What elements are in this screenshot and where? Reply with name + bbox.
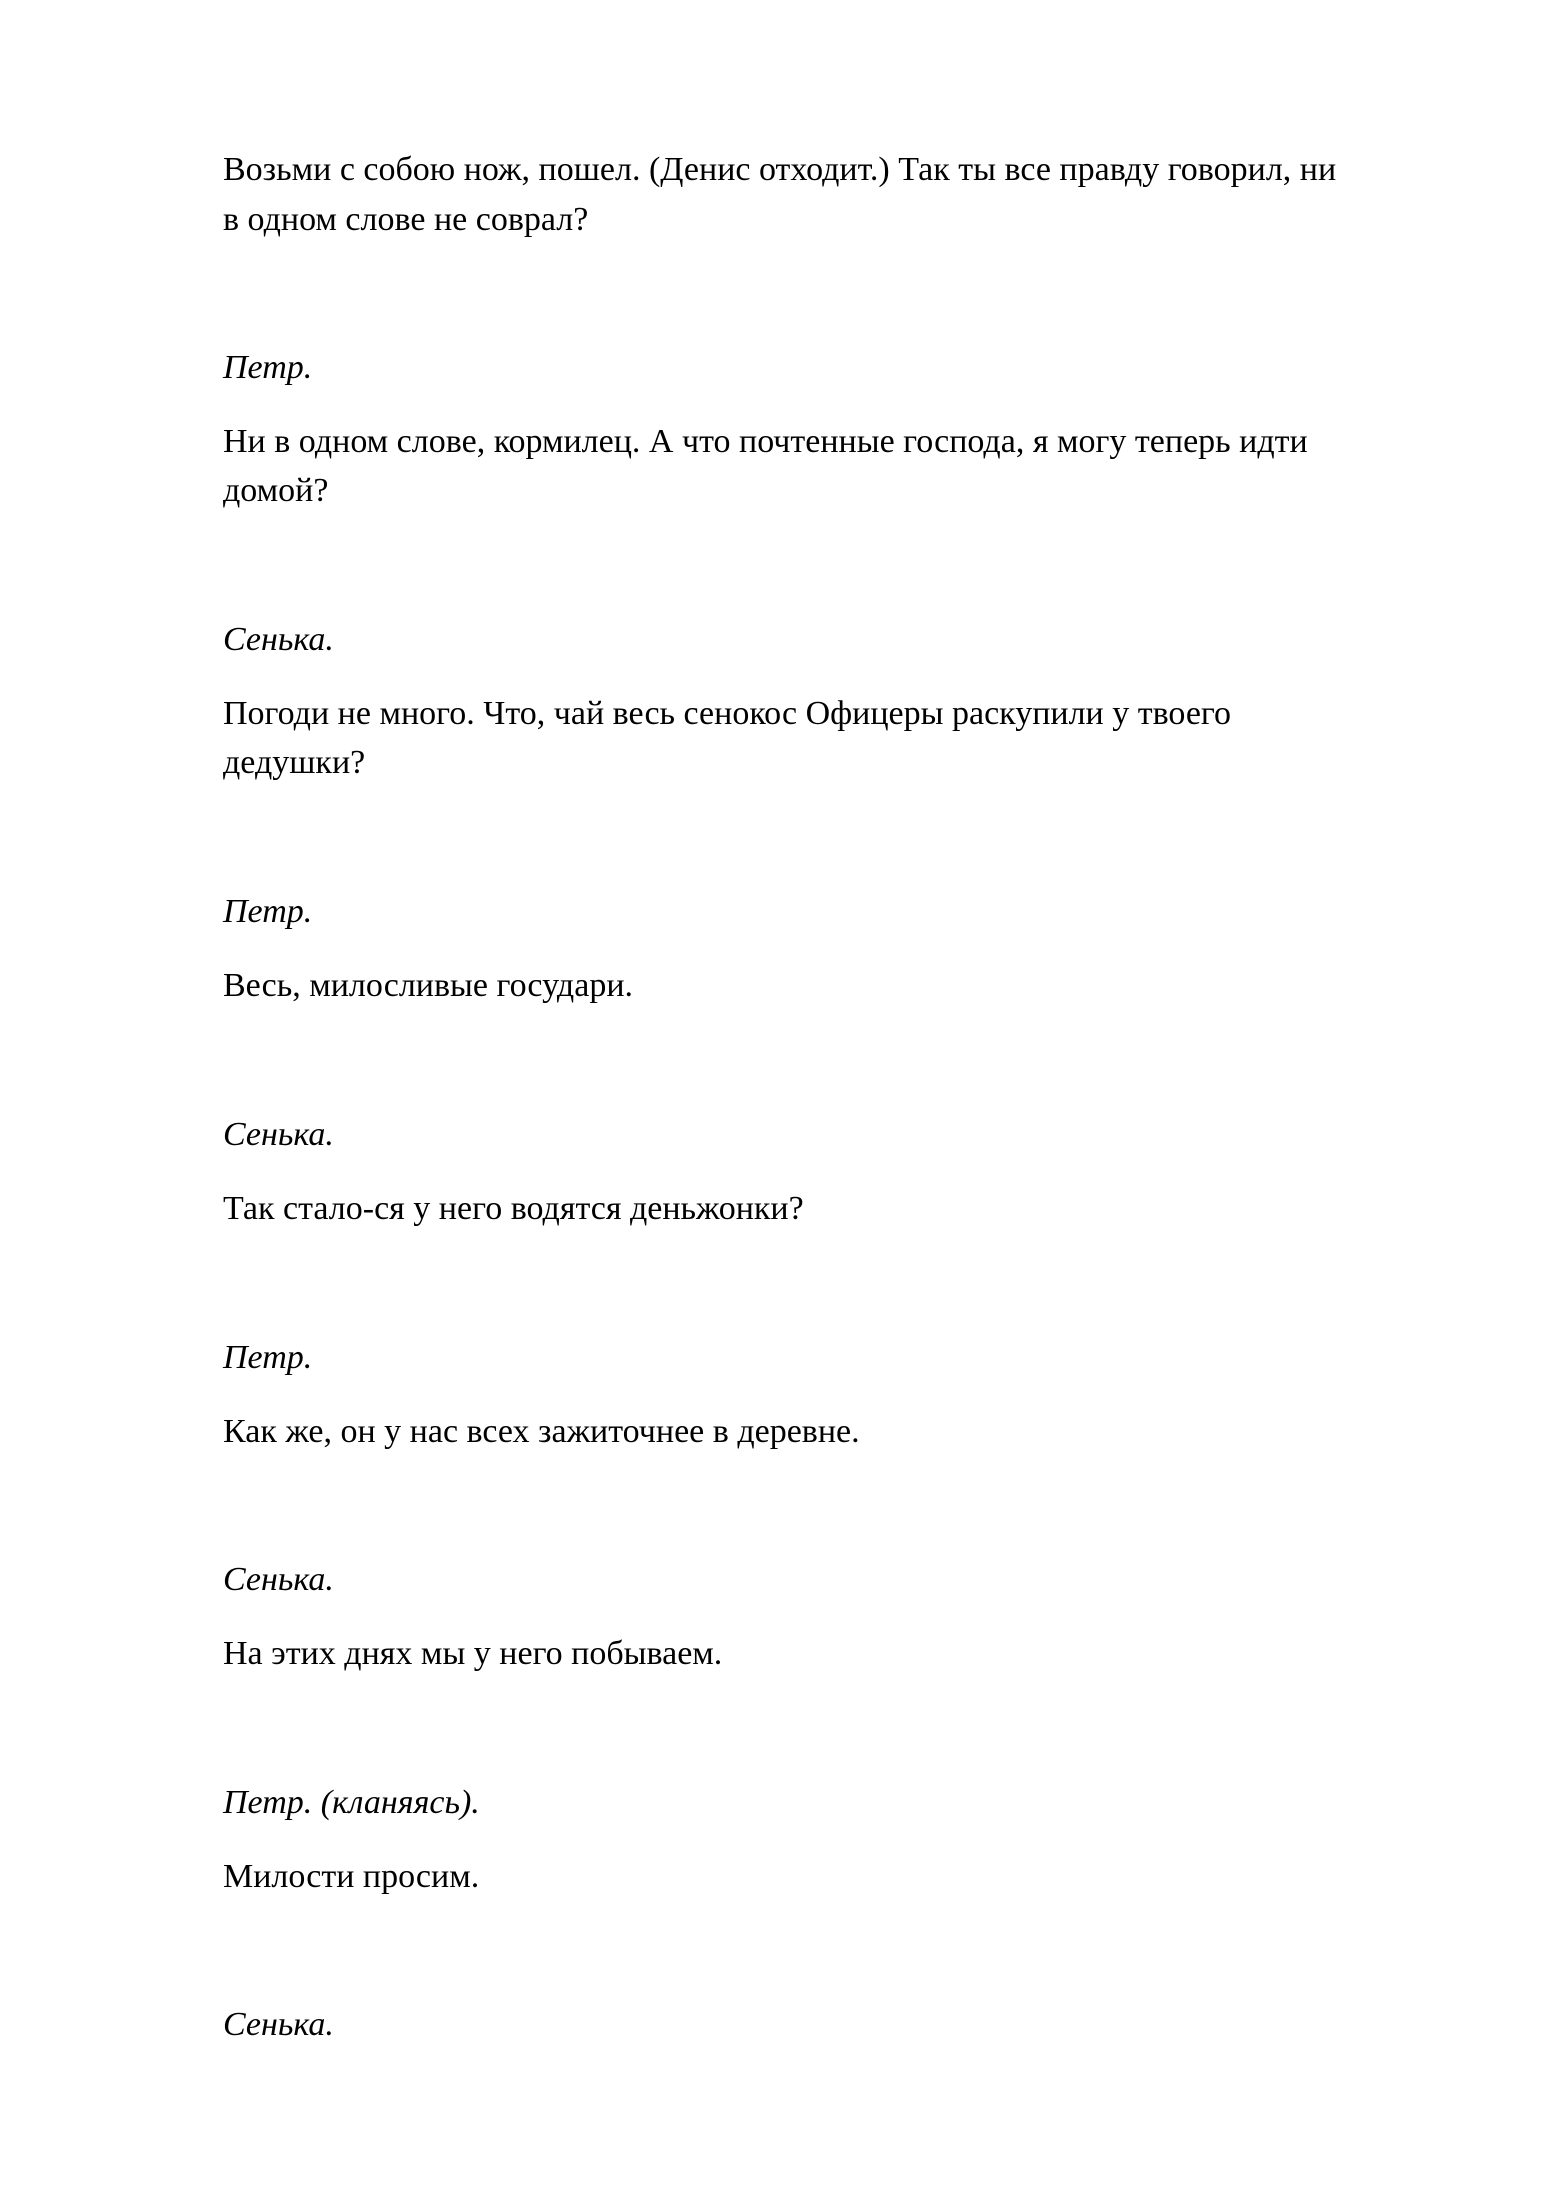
speech-line: Как же, он у нас всех зажиточнее в деревне. (223, 1413, 860, 1450)
speech-line: На этих днях мы у него побываем. (223, 1635, 723, 1672)
speech-line: домой? (223, 472, 329, 509)
speech-line: Так стало-ся у него водятся деньжонки? (223, 1190, 804, 1227)
speech-line: Весь, милосливые государи. (223, 967, 634, 1004)
speech-line: дедушки? (223, 744, 366, 781)
speaker-name: Сенька. (223, 1116, 334, 1153)
speaker-name: Петр. (кланяясь). (223, 1784, 480, 1821)
speech-line: Возьми с собою нож, пошел. (Денис отходит.) Так ты все правду говорил, ни (223, 151, 1337, 188)
speaker-name: Петр. (223, 1339, 313, 1376)
speech-line: Погоди не много. Что, чай весь сенокос Офицеры раскупили у твоего (223, 695, 1232, 732)
speech-line: Ни в одном слове, кормилец. А что почтенные господа, я могу теперь идти (223, 423, 1308, 460)
speaker-name: Сенька. (223, 1561, 334, 1598)
speaker-name: Сенька. (223, 621, 334, 658)
speaker-name: Сенька. (223, 2006, 334, 2043)
speaker-name: Петр. (223, 893, 313, 930)
speaker-name: Петр. (223, 349, 313, 386)
speech-line: в одном слове не соврал? (223, 201, 589, 238)
speech-line: Милости просим. (223, 1858, 480, 1895)
